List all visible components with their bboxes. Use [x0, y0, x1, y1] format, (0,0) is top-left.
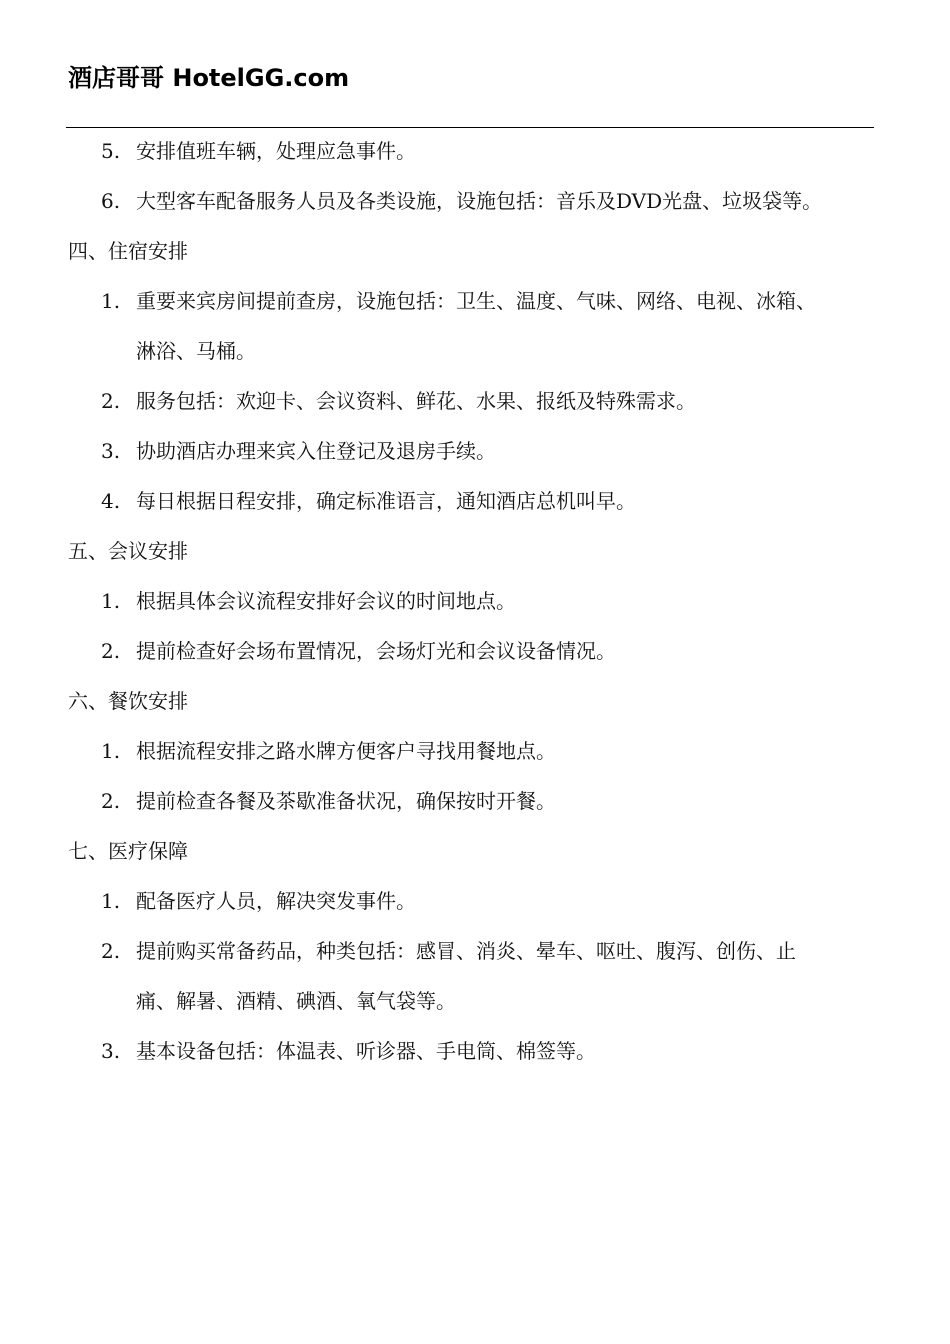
- list-item-continuation: 痛、解暑、酒精、碘酒、氧气袋等。: [136, 989, 456, 1013]
- list-item-text: 安排值班车辆，处理应急事件。: [136, 139, 416, 163]
- list-item-number: 3.: [101, 439, 121, 463]
- list-item-text: 服务包括：欢迎卡、会议资料、鲜花、水果、报纸及特殊需求。: [136, 389, 696, 413]
- list-item-text: 提前检查各餐及茶歇准备状况，确保按时开餐。: [136, 789, 556, 813]
- section-heading: 四、住宿安排: [68, 239, 188, 263]
- list-item-text: 基本设备包括：体温表、听诊器、手电筒、棉签等。: [136, 1039, 596, 1063]
- list-item-text: 配备医疗人员，解决突发事件。: [136, 889, 416, 913]
- page-header-title: 酒店哥哥 HotelGG.com: [68, 64, 350, 92]
- section-heading: 七、医疗保障: [68, 839, 188, 863]
- list-item-number: 2.: [101, 639, 121, 663]
- list-item-number: 4.: [101, 489, 121, 513]
- section-heading: 六、餐饮安排: [68, 689, 188, 713]
- list-item-text: 每日根据日程安排，确定标准语言，通知酒店总机叫早。: [136, 489, 636, 513]
- list-item-text: 提前购买常备药品，种类包括：感冒、消炎、晕车、呕吐、腹泻、创伤、止: [136, 939, 796, 963]
- list-item-number: 5.: [101, 139, 121, 163]
- list-item-number: 1.: [101, 889, 121, 913]
- list-item-continuation: 淋浴、马桶。: [136, 339, 256, 363]
- list-item-text: 提前检查好会场布置情况，会场灯光和会议设备情况。: [136, 639, 616, 663]
- list-item-text: 协助酒店办理来宾入住登记及退房手续。: [136, 439, 496, 463]
- list-item-text: 重要来宾房间提前查房，设施包括：卫生、温度、气味、网络、电视、冰箱、: [136, 289, 816, 313]
- list-item-number: 2.: [101, 389, 121, 413]
- list-item-number: 3.: [101, 1039, 121, 1063]
- list-item-number: 1.: [101, 589, 121, 613]
- list-item-text: 大型客车配备服务人员及各类设施，设施包括：音乐及DVD光盘、垃圾袋等。: [136, 189, 823, 213]
- list-item-number: 1.: [101, 739, 121, 763]
- list-item-number: 6.: [101, 189, 121, 213]
- list-item-number: 2.: [101, 789, 121, 813]
- list-item-text: 根据流程安排之路水牌方便客户寻找用餐地点。: [136, 739, 556, 763]
- section-heading: 五、会议安排: [68, 539, 188, 563]
- list-item-number: 2.: [101, 939, 121, 963]
- list-item-text: 根据具体会议流程安排好会议的时间地点。: [136, 589, 516, 613]
- list-item-number: 1.: [101, 289, 121, 313]
